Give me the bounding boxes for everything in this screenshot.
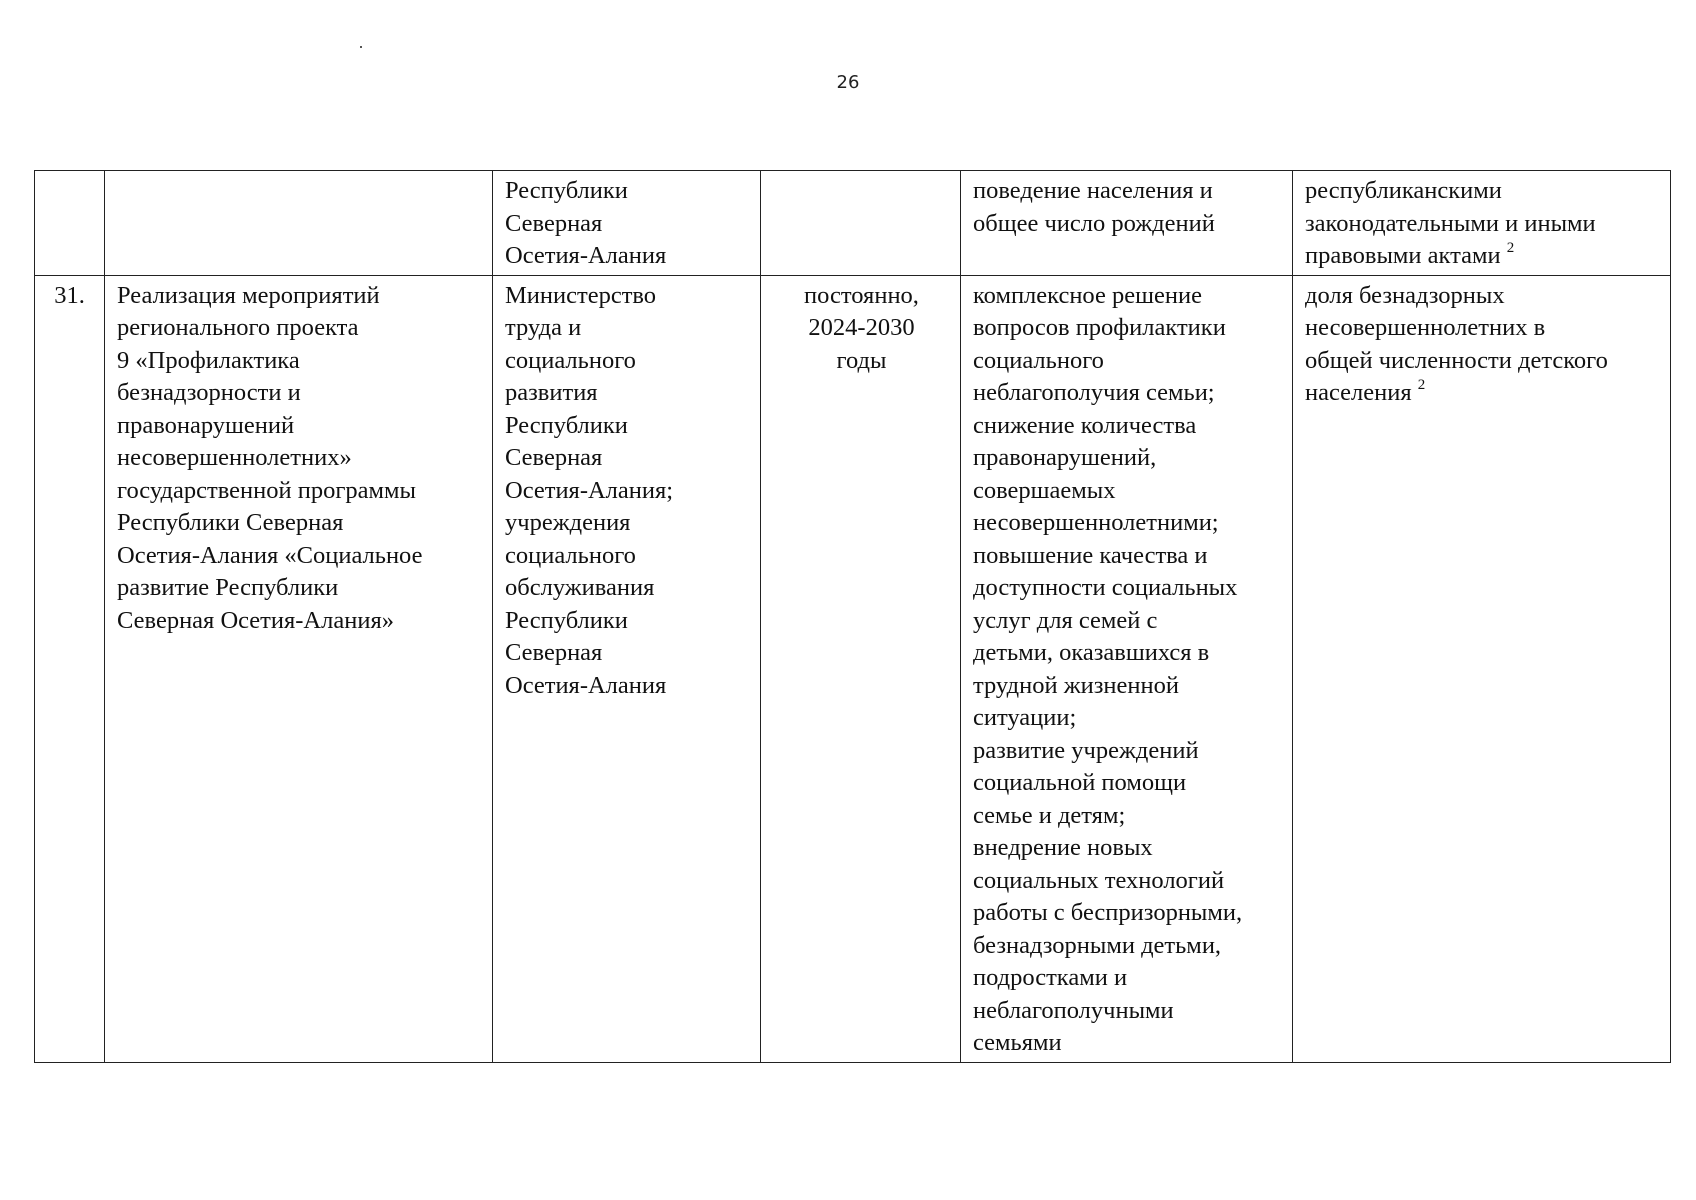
cell-line: несовершеннолетних в <box>1305 314 1546 341</box>
cell-num <box>35 171 105 276</box>
cell-line: годы <box>836 346 887 374</box>
cell-line: семье и детям; <box>973 801 1126 829</box>
cell-line: регионального проекта <box>117 314 359 341</box>
cell-line: доступности социальных <box>973 574 1238 601</box>
cell-line: Республики <box>505 606 628 634</box>
footnote-mark: 2 <box>1417 376 1426 393</box>
cell-term <box>761 171 961 276</box>
cell-line: обслуживания <box>505 574 655 601</box>
cell-line: Республики Северная <box>117 509 344 536</box>
cell-line: семьями <box>973 1029 1062 1056</box>
cell-line: Реализация мероприятий <box>117 281 380 309</box>
cell-line: законодательными и иными <box>1305 209 1596 237</box>
cell-line: ситуации; <box>973 704 1077 731</box>
cell-line: повышение качества и <box>973 541 1208 569</box>
cell-line: Северная <box>505 444 603 471</box>
cell-line: 9 «Профилактика <box>117 346 300 374</box>
cell-line: общее число рождений <box>973 209 1215 237</box>
cell-line: безнадзорности и <box>117 379 301 406</box>
cell-line: снижение количества <box>973 411 1197 439</box>
cell-line: доля безнадзорных <box>1305 281 1505 309</box>
page-number: 26 <box>836 72 860 93</box>
cell-line: правонарушений <box>117 411 295 439</box>
cell-line: правонарушений, <box>973 444 1157 471</box>
cell-line: общей численности детского <box>1305 346 1608 374</box>
cell-line: учреждения <box>505 509 631 536</box>
cell-term <box>761 275 961 1062</box>
cell-line: социальной помощи <box>973 769 1187 796</box>
cell-line: несовершеннолетними; <box>973 509 1219 536</box>
table-row-continued <box>35 171 1671 276</box>
cell-responsible <box>493 171 761 276</box>
cell-line: неблагополучными <box>973 996 1174 1024</box>
cell-line: государственной программы <box>117 476 416 504</box>
cell-line: подростками и <box>973 964 1128 991</box>
cell-line: Осетия-Алания; <box>505 476 674 504</box>
table-row-31 <box>35 275 1671 1062</box>
cell-num: 31. <box>35 275 105 1062</box>
cell-line: неблагополучия семьи; <box>973 379 1215 406</box>
cell-line: развитие Республики <box>117 574 339 601</box>
cell-indicator <box>1293 171 1671 276</box>
cell-line: услуг для семей с <box>973 606 1158 634</box>
cell-line: внедрение новых <box>973 834 1153 861</box>
cell-line: социальных технологий <box>973 866 1225 894</box>
cell-line: совершаемых <box>973 476 1116 504</box>
cell-line: работы с беспризорными, <box>973 899 1243 926</box>
cell-line: детьми, оказавшихся в <box>973 639 1210 666</box>
cell-line: развитие учреждений <box>973 736 1199 764</box>
cell-line: постоянно, <box>804 281 919 309</box>
cell-line: 2024-2030 <box>808 314 915 341</box>
cell-line: трудной жизненной <box>973 671 1179 699</box>
cell-line: социального <box>505 541 636 569</box>
cell-line: республиканскими <box>1305 177 1502 204</box>
cell-line: социального <box>505 346 636 374</box>
cell-line: развития <box>505 379 598 406</box>
cell-result <box>961 171 1293 276</box>
cell-line: комплексное решение <box>973 281 1202 309</box>
cell-line: правовыми актами $^2$ <box>1305 239 1515 269</box>
cell-line: Осетия-Алания <box>505 671 667 699</box>
cell-measure <box>105 171 493 276</box>
cell-line: социального <box>973 346 1104 374</box>
cell-measure <box>105 275 493 1062</box>
cell-line: несовершеннолетних» <box>117 444 352 471</box>
cell-line: Северная Осетия-Алания» <box>117 606 394 634</box>
cell-line: Осетия-Алания «Социальное <box>117 541 423 569</box>
scan-speck <box>360 46 362 48</box>
footnote-mark: 2 <box>1506 239 1515 256</box>
cell-responsible <box>493 275 761 1062</box>
cell-line: безнадзорными детьми, <box>973 931 1222 959</box>
measures-table <box>34 170 1671 1063</box>
cell-line: Северная <box>505 639 603 666</box>
cell-line: вопросов профилактики <box>973 314 1226 341</box>
cell-line: Северная <box>505 209 603 237</box>
cell-line: Республики <box>505 177 628 204</box>
cell-line: труда и <box>505 314 582 341</box>
cell-indicator <box>1293 275 1671 1062</box>
cell-line: Министерство <box>505 281 657 309</box>
cell-result <box>961 275 1293 1062</box>
cell-line: Республики <box>505 411 628 439</box>
cell-line: Осетия-Алания <box>505 242 667 269</box>
cell-line: населения $^2$ <box>1305 376 1426 406</box>
cell-line: поведение населения и <box>973 177 1213 204</box>
